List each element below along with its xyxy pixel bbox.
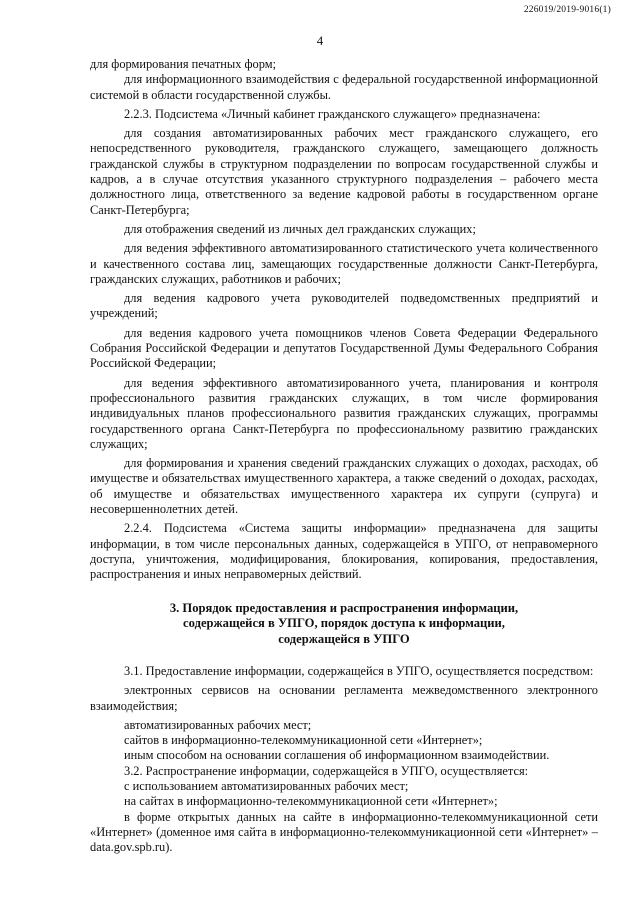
subsection-3-1: 3.1. Предоставление информации, содержащейся в УПГО, осуществляется посредством: xyxy=(124,664,594,678)
list-item-federal-interaction: для информационного взаимодействия с федеральной государственной информационной системой в области государственной службы. xyxy=(90,72,598,102)
list-item-internet-sites-distribution: на сайтах в информационно-телекоммуникационной сети «Интернет»; xyxy=(124,794,498,809)
list-item-open-data: в форме открытых данных на сайте в информационно-телекоммуникационной сети «Интернет» (доменное имя сайта в информационно-телекоммуникационной сети «Интернет» – data.gov.spb.ru). xyxy=(90,809,598,855)
document-body xyxy=(90,57,598,856)
section-3-heading-line: 3. Порядок предоставления и распространения информации, xyxy=(169,600,519,615)
list-item-workstations-access: автоматизированных рабочих мест; xyxy=(124,717,312,732)
list-item-heads-accounting: для ведения кадрового учета руководителей подведомственных предприятий и учреждений; xyxy=(90,291,598,321)
list-item-assistants-accounting: для ведения кадрового учета помощников членов Совета Федерации Федерального Собрания Российской Федерации и депутатов Государственной Думы Федерального Собрания Российской Федерации; xyxy=(90,325,598,371)
page-number: 4 xyxy=(316,33,324,48)
list-item-personal-files: для отображения сведений из личных дел гражданских служащих; xyxy=(124,221,476,236)
list-item-electronic-services: электронных сервисов на основании регламента межведомственного электронного взаимодействия; xyxy=(90,683,598,713)
list-item-professional-development: для ведения эффективного автоматизированного учета, планирования и контроля профессионального развития гражданских служащих, в том числе формирования индивидуальных планов профессионального развития гражданских служащих, программы государственного органа Санкт-Петербурга по профессиональному развитию гражданских служащих; xyxy=(90,375,598,451)
list-item-workstations: для создания автоматизированных рабочих мест гражданского служащего, его непосредственного руководителя, гражданского служащего, замещающего должность гражданской службы в структурном подразделении по вопросам государственной службы и кадров, а в случае отсутствия указанного структурного подразделения – рабочего места должностного лица, ответственного за ведение кадровой работы в государственном органе Санкт-Петербурга; xyxy=(90,126,598,217)
subsection-3-2: 3.2. Распространение информации, содержащейся в УПГО, осуществляется: xyxy=(124,763,529,778)
document-number: 226019/2019-9016(1) xyxy=(523,5,611,15)
list-item-statistical-accounting: для ведения эффективного автоматизированного статистического учета количественного и качественного состава лиц, замещающих государственные должности Санкт-Петербурга, гражданских служащих, работников и рабочих; xyxy=(90,241,598,286)
subsection-2-2-3: 2.2.3. Подсистема «Личный кабинет гражданского служащего» предназначена: xyxy=(124,106,541,121)
subsection-2-2-4: 2.2.4. Подсистема «Система защиты информации» предназначена для защиты информации, в том числе персональных данных, содержащейся в УПГО, от неправомерного доступа, уничтожения, модифицирования, блокирования, копирования, предоставления, распространения и иных неправомерных действий. xyxy=(90,521,598,582)
section-3-heading xyxy=(90,601,598,648)
list-item-income-records: для формирования и хранения сведений гражданских служащих о доходах, расходах, об имуществе и обязательствах имущественного характера, а также сведений о доходах, расходах, об имуществе и обязательствах имущественного характера их супруги (супруга) и несовершеннолетних детей. xyxy=(90,456,598,517)
list-item-workstations-distribution: с использованием автоматизированных рабочих мест; xyxy=(124,779,409,794)
list-item-other-method: иным способом на основании соглашения об информационном взаимодействии. xyxy=(124,748,550,763)
section-3-heading-line: содержащейся в УПГО xyxy=(278,631,410,646)
section-3-heading-line: содержащейся в УПГО, порядок доступа к информации, xyxy=(183,616,505,630)
list-item-internet-sites: сайтов в информационно-телекоммуникационной сети «Интернет»; xyxy=(124,733,483,748)
list-item-print-forms: для формирования печатных форм; xyxy=(90,57,277,71)
